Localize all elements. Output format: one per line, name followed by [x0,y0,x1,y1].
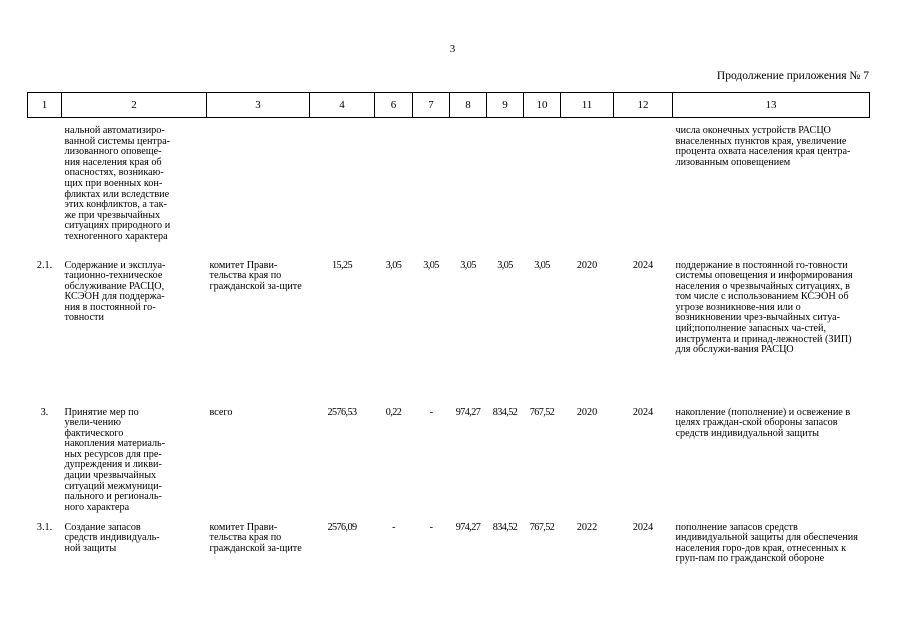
start-year: 2022 [576,521,598,533]
end-year: 2024 [632,406,654,418]
funding-col6 [375,118,413,255]
continuation-label: Продолжение приложения № 7 [716,70,869,82]
funding-col10: 767,52 [529,406,555,418]
start-year: 2020 [576,259,598,271]
program-table [27,92,870,587]
funding-total [310,118,375,255]
col-header: 1 [28,93,62,118]
funding-col6: 3,05 [385,259,402,271]
row-number: 3.1. [36,521,53,533]
funding-col9: 834,52 [492,521,518,533]
funding-col9: 834,52 [492,406,518,418]
col-header: 12 [614,93,673,118]
end-year: 2024 [632,259,654,271]
page-number: 3 [449,43,456,55]
executor: комитет Прави-тельства края по гражданской за-щите [209,259,302,292]
funding-col9 [487,118,524,255]
expected-result: накопление (пополнение) и освежение в целях граждан-ской обороны запасов средств индивидуальной защиты [675,406,851,439]
table-row [28,255,870,402]
table-row [28,118,870,255]
col-header: 13 [673,93,870,118]
funding-col8: 974,27 [455,521,481,533]
header-row [28,93,870,118]
event-name: Содержание и эксплуа-тационно-техническое обслуживание РАСЦО, КСЭОН для поддержа-ния в постоянной го-товности [64,259,166,324]
funding-col7: 3,05 [423,259,439,271]
funding-total: 15,25 [332,259,352,271]
funding-col8: 3,05 [460,259,476,271]
funding-col8 [450,118,487,255]
col-header: 7 [413,93,450,118]
funding-col9: 3,05 [497,259,513,271]
funding-col10: 767,52 [529,521,555,533]
executor [207,118,310,255]
col-header: 2 [62,93,207,118]
event-name: нальной автоматизиро-ванной системы центра-лизованного оповеще-ния населения края об опасностях, возникаю-щих при военных кон-фликтах или вследствие этих конфликтов, а так-же при чрезвычайных ситуациях природного и техногенного характера [64,125,171,242]
col-header: 11 [561,93,614,118]
expected-result: пополнение запасов средств индивидуальной защиты для обеспечения населения горо-дов края, отнесенных к груп-пам по гражданской обороне [675,521,858,565]
executor: всего [209,406,233,418]
col-header: 8 [450,93,487,118]
expected-result: числа оконечных устройств РАСЦО внаселенных пунктов края, увеличение процента охвата населения края центра-лизованным оповещением [675,125,851,168]
start-year [561,118,614,255]
table-row [28,402,870,517]
funding-col8: 974,27 [455,406,481,418]
funding-col10: 3,05 [534,259,550,271]
col-header: 6 [375,93,413,118]
col-header: 10 [524,93,561,118]
row-number: 3. [40,406,49,418]
funding-col6: - [392,521,395,533]
funding-col7 [413,118,450,255]
end-year [614,118,673,255]
executor: комитет Прави-тельства края по гражданской за-щите [209,521,302,554]
event-name: Принятие мер по увели-чению фактического накопления материаль-ных ресурсов для пре-дупреждения и ликви-дации чрезвычайных ситуаций межмуници-пального и региональ-ного характера [64,406,166,513]
funding-total: 2576,09 [327,521,357,533]
event-name: Создание запасов средств индивидуаль-ной защиты [64,521,160,554]
funding-col7: - [429,406,433,418]
end-year: 2024 [632,521,654,533]
funding-total: 2576,53 [327,406,357,418]
col-header: 4 [310,93,375,118]
funding-col6: 0,22 [385,406,402,418]
col-header: 9 [487,93,524,118]
funding-col10 [524,118,561,255]
table-row [28,517,870,587]
funding-col7: - [429,521,433,533]
expected-result: поддержание в постоянной го-товности системы оповещения и информирования населения о чрезвычайных ситуациях, в том числе с использованием КСЭОН об угрозе возникнове-ния или о возникновении чрез-вычайных ситуа-ций;пополнение запасных ча-стей, инструмента и принад-лежностей (ЗИП) для обслужи-вания РАСЦО [675,259,853,356]
row-number: 2.1. [36,259,53,271]
col-header: 3 [207,93,310,118]
start-year: 2020 [576,406,598,418]
